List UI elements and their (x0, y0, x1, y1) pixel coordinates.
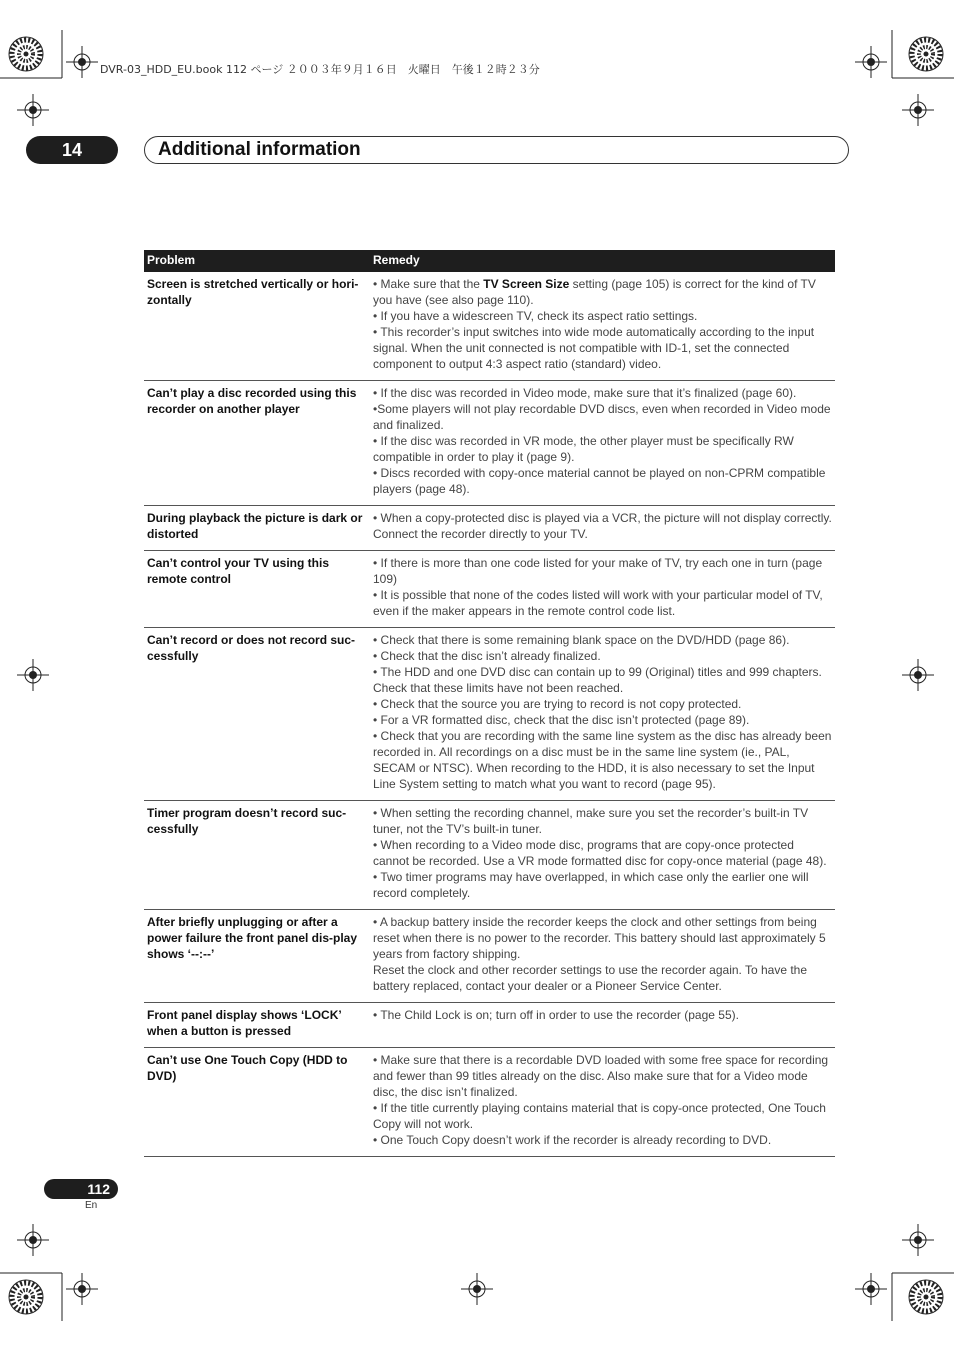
table-row (144, 1003, 835, 1048)
remedy-item: • If the disc was recorded in Video mode, make sure that it’s finalized (page 60). (373, 386, 797, 400)
problem-cell: Front panel display shows ‘LOCK’ when a button is pressed (144, 1003, 370, 1048)
chapter-title: Additional information (144, 136, 849, 164)
column-header-problem: Problem (144, 250, 370, 272)
crosshair-mark (17, 1224, 49, 1256)
remedy-item: • Check that you are recording with the same line system as the disc has already been recorded in. All recordings on a disc must be in the same line system (ie., PAL, SECAM or NTSC). When recording to the HDD, it is also necessary to set the Input Line System setting to match what you want to record (page 95). (373, 729, 832, 791)
crosshair-mark (855, 46, 887, 78)
crosshair-mark (902, 94, 934, 126)
remedy-item: • When recording to a Video mode disc, programs that are copy-once protected cannot be recorded. Use a VR mode formatted disc for copy-once material (page 48). (373, 838, 827, 868)
remedy-cell (370, 381, 835, 506)
remedy-item: • Check that there is some remaining blank space on the DVD/HDD (page 86). (373, 633, 790, 647)
troubleshooting-table (144, 250, 835, 1157)
problem-cell: Can’t use One Touch Copy (HDD to DVD) (144, 1048, 370, 1157)
crosshair-mark (902, 659, 934, 691)
remedy-item: • The HDD and one DVD disc can contain up to 99 (Original) titles and 999 chapters. Check that these limits have not been reached. (373, 665, 822, 695)
remedy-item: • Make sure that the TV Screen Size setting (page 105) is correct for the kind of TV you have (see also page 110). (373, 277, 816, 307)
table-row (144, 1048, 835, 1157)
file-header: DVR-03_HDD_EU.book 112 ページ ２００３年９月１６日 火曜日 午後１２時２３分 (100, 63, 540, 76)
remedy-item: • Make sure that there is a recordable DVD loaded with some free space for recording and fewer than 99 titles already on the disc. Also make sure that for a Video mode disc, the disc isn’t finalized. (373, 1053, 829, 1099)
remedy-item: •Some players will not play recordable DVD discs, even when recorded in Video mode and finalized. (373, 402, 831, 432)
problem-cell: Can’t record or does not record suc-cessfully (144, 628, 370, 801)
remedy-item: • When a copy-protected disc is played via a VCR, the picture will not display correctly. Connect the recorder directly to your TV. (373, 511, 832, 541)
crosshair-mark (855, 1273, 887, 1305)
starburst-mark-bottom-right (909, 1280, 943, 1314)
remedy-item: • One Touch Copy doesn’t work if the recorder is already recording to DVD. (373, 1133, 772, 1147)
problem-cell: Can’t control your TV using this remote control (144, 551, 370, 628)
problem-cell: During playback the picture is dark or distorted (144, 506, 370, 551)
table-row (144, 910, 835, 1003)
table-row (144, 272, 835, 381)
table-row (144, 381, 835, 506)
crosshair-mark (66, 46, 98, 78)
remedy-cell (370, 1003, 835, 1048)
remedy-item: • It is possible that none of the codes listed will work with your particular model of TV, even if the maker appears in the remote control code list. (373, 588, 823, 618)
remedy-cell (370, 628, 835, 801)
crosshair-mark (461, 1273, 493, 1305)
remedy-item: • This recorder’s input switches into wide mode automatically according to the input signal. When the unit connected is not compatible with ID-1, set the connected component to output 4:3 aspect ratio (standard) video. (373, 325, 815, 371)
remedy-item: • Discs recorded with copy-once material cannot be played on non-CPRM compatible players (page 48). (373, 466, 826, 496)
problem-cell: Screen is stretched vertically or hori-zontally (144, 272, 370, 381)
remedy-item: • If there is more than one code listed for your make of TV, try each one in turn (page 109) (373, 556, 823, 586)
remedy-item: • When setting the recording channel, make sure you set the recorder’s built-in TV tuner, not the TV’s built-in tuner. (373, 806, 809, 836)
chapter-number: 14 (26, 136, 118, 164)
remedy-cell (370, 506, 835, 551)
starburst-mark-bottom-left (9, 1280, 43, 1314)
table-header-row (144, 250, 835, 272)
remedy-item: • Check that the source you are trying to record is not copy protected. (373, 697, 742, 711)
crosshair-mark (66, 1273, 98, 1305)
starburst-mark-top-left (9, 37, 43, 71)
column-header-remedy: Remedy (370, 250, 835, 272)
remedy-cell (370, 272, 835, 381)
page-number: 112 (44, 1179, 118, 1199)
remedy-cell (370, 801, 835, 910)
remedy-cell (370, 910, 835, 1003)
remedy-cell (370, 551, 835, 628)
problem-cell: After briefly unplugging or after a power failure the front panel dis-play shows ‘--:--’ (144, 910, 370, 1003)
remedy-item: • The Child Lock is on; turn off in order to use the recorder (page 55). (373, 1008, 739, 1022)
remedy-cell (370, 1048, 835, 1157)
remedy-item: • If the title currently playing contains material that is copy-once protected, One Touch Copy will not work. (373, 1101, 826, 1131)
starburst-mark-top-right (909, 37, 943, 71)
table-row (144, 551, 835, 628)
table-row (144, 801, 835, 910)
table-row (144, 628, 835, 801)
remedy-item: Reset the clock and other recorder settings to use the recorder again. To have the battery replaced, contact your dealer or a Pioneer Service Center. (373, 963, 808, 993)
crosshair-mark (17, 94, 49, 126)
language-code: En (85, 1200, 98, 1211)
problem-cell: Timer program doesn’t record suc-cessfully (144, 801, 370, 910)
remedy-item: • A backup battery inside the recorder keeps the clock and other settings from being reset when there is no power to the recorder. This battery should last approximately 5 years from factory shipping. (373, 915, 826, 961)
crosshair-mark (902, 1224, 934, 1256)
crosshair-mark (17, 659, 49, 691)
remedy-item: • Two timer programs may have overlapped, in which case only the earlier one will record completely. (373, 870, 809, 900)
remedy-item: • For a VR formatted disc, check that the disc isn’t protected (page 89). (373, 713, 750, 727)
problem-cell: Can’t play a disc recorded using this recorder on another player (144, 381, 370, 506)
remedy-item: • If you have a widescreen TV, check its aspect ratio settings. (373, 309, 698, 323)
remedy-item: • Check that the disc isn’t already finalized. (373, 649, 601, 663)
remedy-item: • If the disc was recorded in VR mode, the other player must be specifically RW compatible in order to play it (page 9). (373, 434, 794, 464)
table-row (144, 506, 835, 551)
